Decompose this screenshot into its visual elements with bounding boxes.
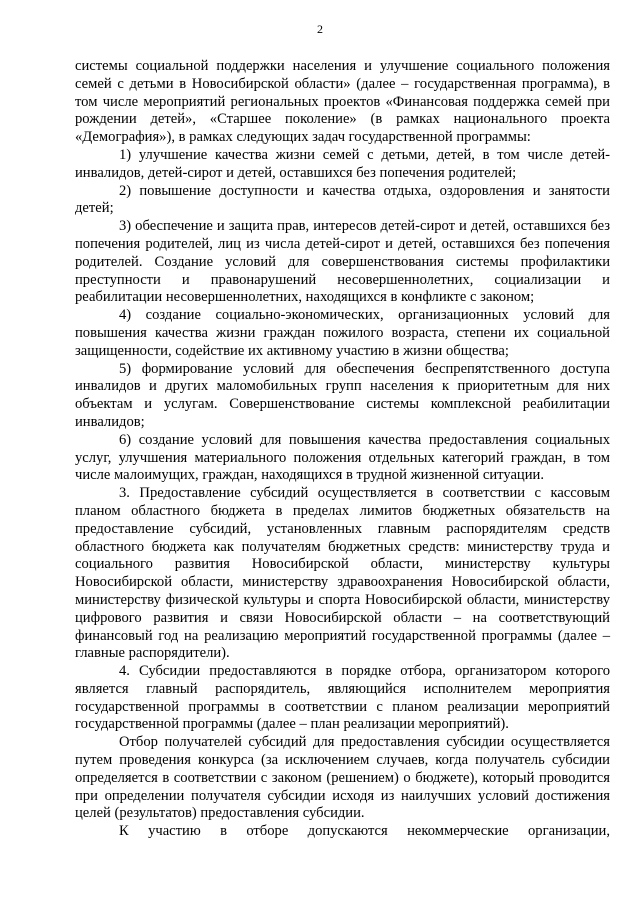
paragraph-task-4: 4) создание социально-экономических, организационных условий для повышения качества жизни граждан пожилого возраста, степени их социальной защищенности, содействие их активному участию в жизни общества; (75, 307, 610, 359)
paragraph-task-5: 5) формирование условий для обеспечения беспрепятственного доступа инвалидов и других маломобильных групп населения к приоритетным для них объектам и услугам. Совершенствование системы комплексной реабилитации инвалидов; (75, 360, 610, 430)
paragraph-task-6: 6) создание условий для повышения качества предоставления социальных услуг, улучшения материального положения отдельных категорий граждан, в том числе малоимущих, граждан, находящихся в трудной жизненной ситуации. (75, 431, 610, 484)
paragraph-task-3: 3) обеспечение и защита прав, интересов детей-сирот и детей, оставшихся без попечения родителей, лиц из числа детей-сирот и детей, оставшихся без попечения родителей. Создание условий для совершенствования системы профилактики преступности и правонарушений несовершеннолетних, социализации и реабилитации несовершеннолетних, находящихся в конфликте с законом; (75, 218, 610, 306)
paragraph-task-1: 1) улучшение качества жизни семей с детьми, детей, в том числе детей-инвалидов, детей-сирот и детей, оставшихся без попечения родителей; (75, 146, 610, 181)
document-body (75, 58, 610, 841)
paragraph-intro: системы социальной поддержки населения и улучшение социального положения семей с детьми в Новосибирской области» (далее – государственная программа), в том числе мероприятий региональных проектов «Финансовая поддержка семей при рождении детей», «Старшее поколение» (в рамках национального проекта «Демография»), в рамках следующих задач государственной программы: (75, 58, 610, 146)
paragraph-task-2: 2) повышение доступности и качества отдыха, оздоровления и занятости детей; (75, 182, 610, 217)
paragraph-clause-3: 3. Предоставление субсидий осуществляется в соответствии с кассовым планом областного бюджета в пределах лимитов бюджетных обязательств на предоставление субсидий, установленных главным распорядителям средств областного бюджета как получателям бюджетных средств: министерству труда и социального развития Новосибирской области, министерству культуры Новосибирской области, министерству здравоохранения Новосибирской области, министерству физической культуры и спорта Новосибирской области, министерству цифрового развития и связи Новосибирской области – на соответствующий финансовый год на реализацию мероприятий государственной программы (далее – главные распорядители). (75, 485, 610, 662)
paragraph-participation: К участию в отборе допускаются некоммерческие организации, (119, 823, 610, 840)
paragraph-selection: Отбор получателей субсидий для предоставления субсидии осуществляется путем проведения конкурса (за исключением случаев, когда получатель субсидии определяется в соответствии с законом (решением) о бюджете), который проводится при определении получателя субсидии исходя из наилучших условий достижения целей (результатов) предоставления субсидии. (75, 734, 610, 822)
paragraph-clause-4: 4. Субсидии предоставляются в порядке отбора, организатором которого является главный распорядитель, являющийся исполнителем мероприятия государственной программы в соответствии с планом реализации мероприятий государственной программы (далее – план реализации мероприятий). (75, 663, 610, 733)
page-number: 2 (317, 22, 323, 36)
